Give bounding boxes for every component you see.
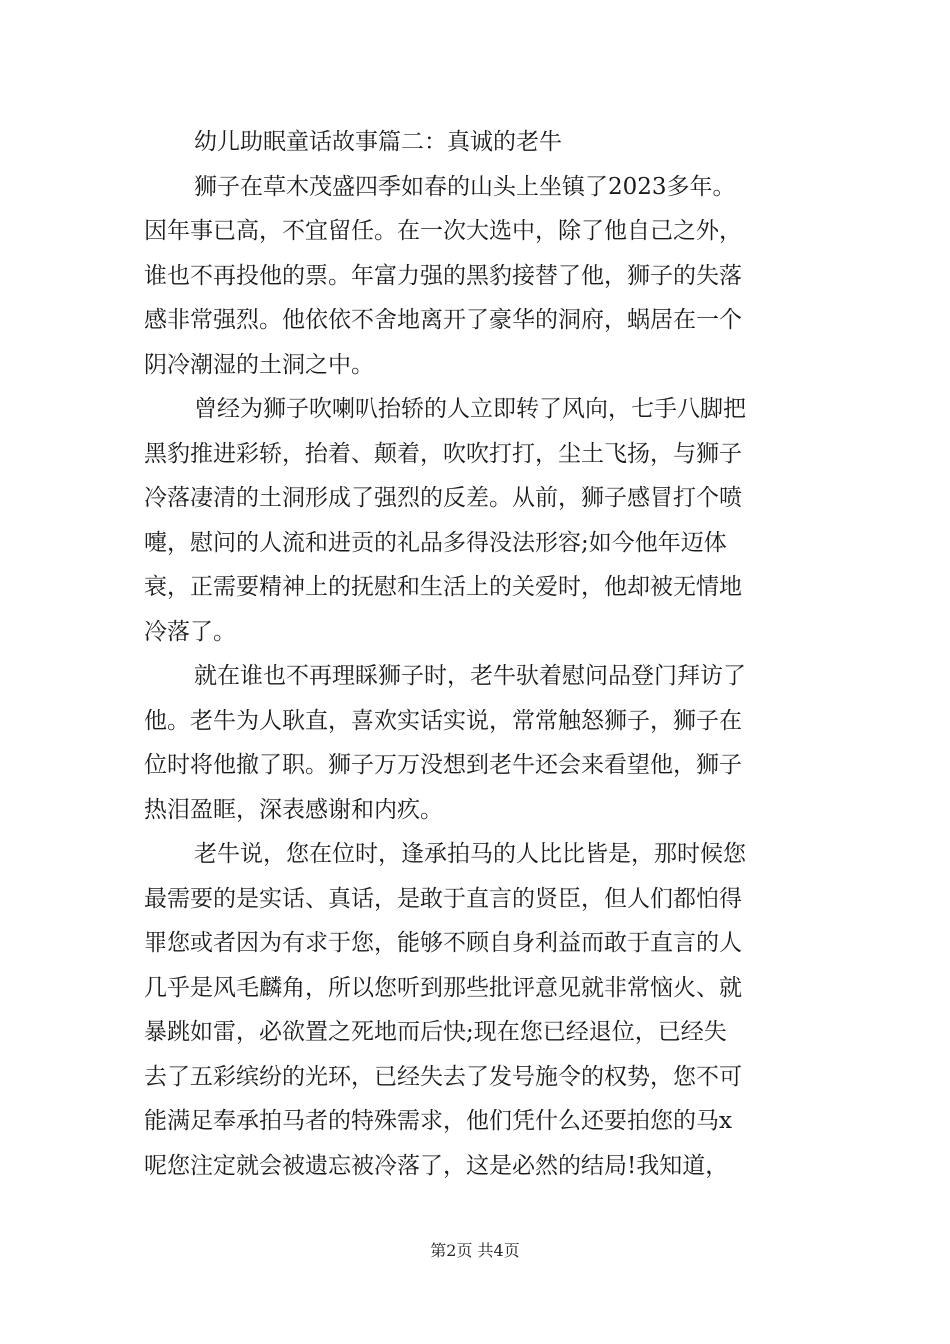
paragraph-line: 呢您注定就会被遗忘被冷落了，这是必然的结局!我知道， <box>144 1152 729 1179</box>
paragraph-line: 老牛说，您在位时，逢承拍马的人比比皆是，那时候您 <box>194 841 746 867</box>
page-number-footer: 第2页 共4页 <box>430 1241 520 1260</box>
paragraph-line: 位时将他撤了职。狮子万万没想到老牛还会来看望他，狮子 <box>144 752 742 778</box>
paragraph-line: 阴冷潮湿的土洞之中。 <box>144 351 374 378</box>
paragraph-line: 冷落了。 <box>144 618 236 645</box>
paragraph-line: 感非常强烈。他依依不舍地离开了豪华的洞府，蜗居在一个 <box>144 307 742 333</box>
paragraph-line: 嚏，慰问的人流和进贡的礼品多得没法形容;如今他年迈体 <box>144 529 727 556</box>
paragraph-line: 能满足奉承拍马者的特殊需求，他们凭什么还要拍您的马x <box>144 1108 732 1134</box>
paragraph-line: 最需要的是实话、真话，是敢于直言的贤臣，但人们都怕得 <box>144 885 742 912</box>
paragraph-line: 热泪盈眶，深表感谢和内疚。 <box>144 796 443 823</box>
paragraph-line: 罪您或者因为有求于您，能够不顾自身利益而敢于直言的人 <box>144 930 742 956</box>
paragraph-line: 黑豹推进彩轿，抬着、颠着，吹吹打打，尘土飞扬，与狮子 <box>144 440 742 467</box>
paragraph-line: 他。老牛为人耿直，喜欢实话实说，常常触怒狮子，狮子在 <box>144 707 742 734</box>
paragraph-line: 狮子在草木茂盛四季如春的山头上坐镇了2023多年。 <box>194 173 736 200</box>
paragraph-line: 暴跳如雷，必欲置之死地而后快;现在您已经退位，已经失 <box>144 1019 727 1045</box>
paragraph-line: 谁也不再投他的票。年富力强的黑豹接替了他，狮子的失落 <box>144 262 742 289</box>
paragraph-line: 衰，正需要精神上的抚慰和生活上的关爱时，他却被无情地 <box>144 574 742 600</box>
paragraph-line: 几乎是风毛麟角，所以您听到那些批评意见就非常恼火、就 <box>144 974 742 1001</box>
document-title: 幼儿助眠童话故事篇二：真诚的老牛 <box>194 129 562 155</box>
paragraph-line: 曾经为狮子吹喇叭抬轿的人立即转了风向，七手八脚把 <box>194 396 746 422</box>
paragraph-line: 去了五彩缤纷的光环，已经失去了发号施令的权势，您不可 <box>144 1063 742 1090</box>
paragraph-line: 就在谁也不再理睬狮子时，老牛驮着慰问品登门拜访了 <box>194 663 746 689</box>
document-body <box>144 120 812 1188</box>
paragraph-line: 冷落凄清的土洞形成了强烈的反差。从前，狮子感冒打个喷 <box>144 485 742 511</box>
paragraph-line: 因年事已高，不宜留任。在一次大选中，除了他自己之外， <box>144 218 742 244</box>
